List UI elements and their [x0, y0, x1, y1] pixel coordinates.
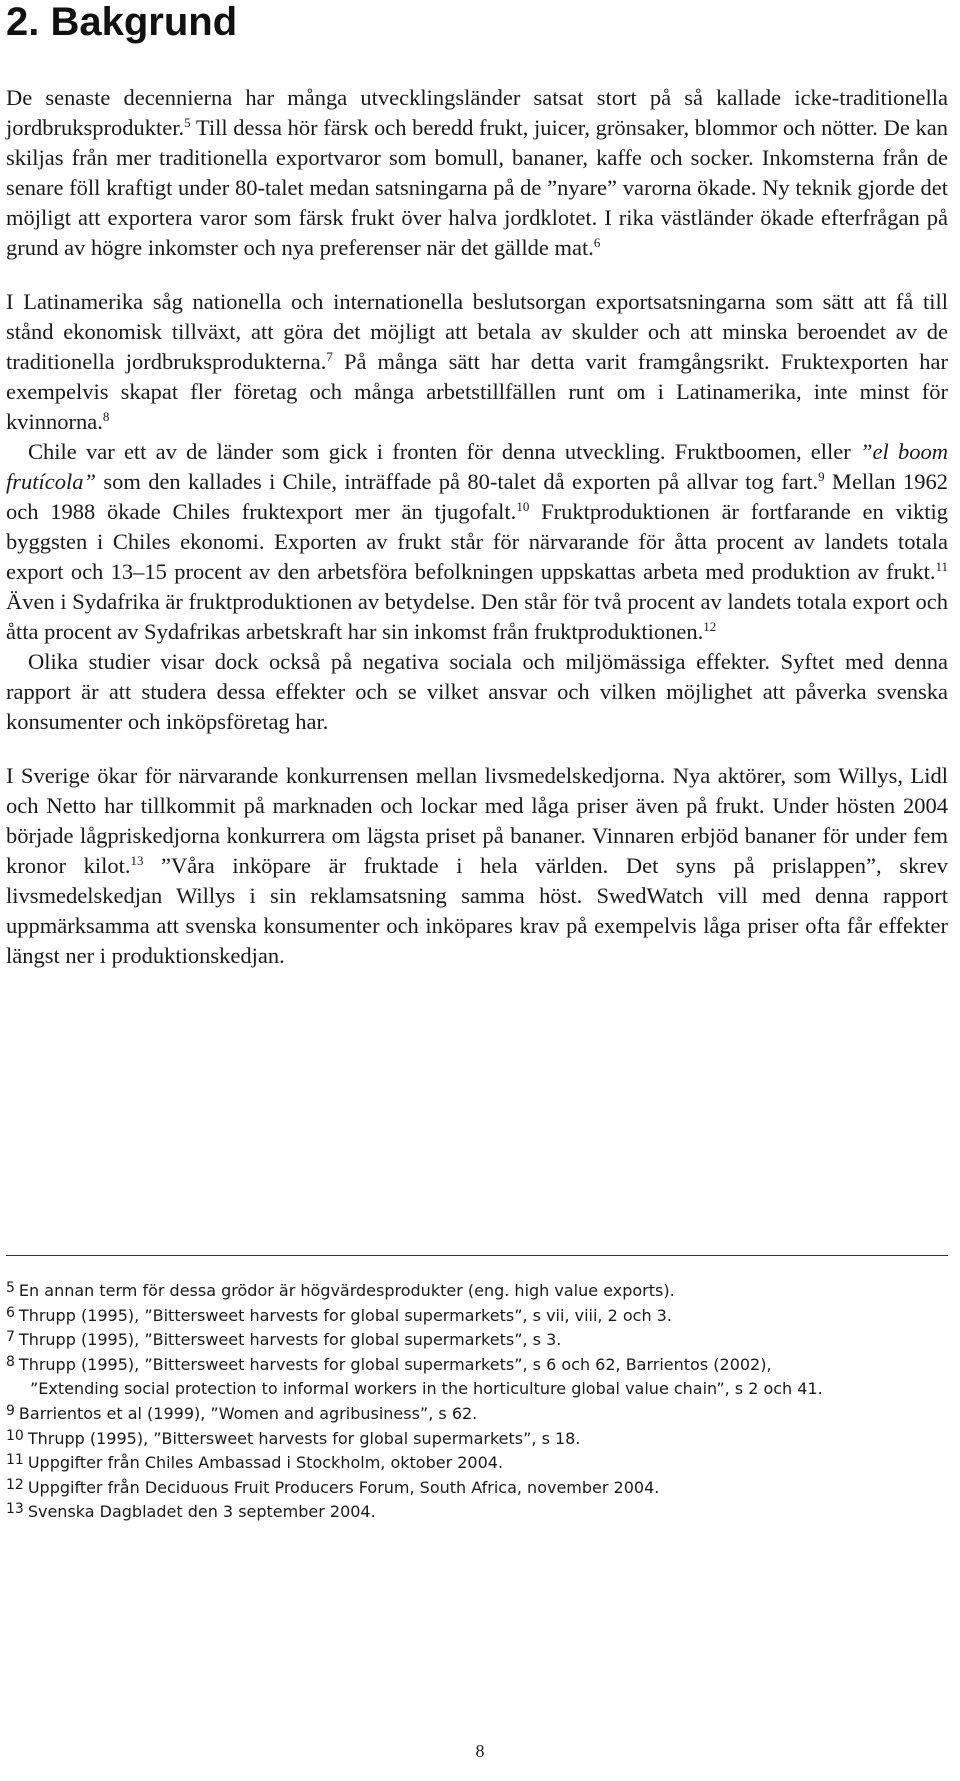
paragraph-text: som den kallades i Chile, inträffade på 80-talet då exporten på allvar tog fart. [96, 469, 819, 494]
footnote-text: Barrientos et al (1999), ”Women and agribusiness”, s 62. [18, 1403, 478, 1423]
footnote-number: 5 [6, 1280, 15, 1296]
body-text [6, 83, 948, 995]
footnote-ref[interactable]: 7 [326, 349, 333, 364]
paragraph-text: I Sverige ökar för närvarande konkurrensen mellan livsmedelskedjorna. Nya aktörer, som Willys, Lidl och Netto har tillkommit på marknaden och lockar med låga priser även på frukt. Under hösten 2004 började lågpriskedjorna konkurrera om lägsta priset på bananer. Vinnaren erbjöd bananer för under fem kronor kilot. [6, 763, 948, 878]
footnote-ref[interactable]: 11 [935, 559, 948, 574]
paragraph-sverige [6, 761, 948, 971]
paragraph-latinamerika [6, 287, 948, 437]
footnote-ref[interactable]: 8 [102, 409, 110, 424]
footnote-number: 6 [6, 1304, 15, 1321]
footnote-item [6, 1451, 956, 1476]
section-heading: 2. Bakgrund [6, 0, 238, 44]
footnote-text: Thrupp (1995), ”Bittersweet harvests for global supermarkets”, s 18. [27, 1428, 581, 1448]
footnote-ref[interactable]: 13 [130, 853, 144, 868]
footnote-text: Svenska Dagbladet den 3 september 2004. [27, 1502, 376, 1522]
paragraph-text: Till dessa hör färsk och beredd frukt, juicer, grönsaker, blommor och nötter. De kan skiljas från mer traditionella exportvaror som bomull, bananer, kaffe och socker. Inkomsterna från de senare föll kraftigt under 80-talet medan satsningarna på de ”nyare” varorna ökade. Ny teknik gjorde det möjligt att exportera varor som färsk frukt över halva jordklotet. I rika västländer ökade efterfrågan på grund av högre inkomster och nya preferenser när det gällde mat. [6, 115, 948, 260]
footnote-number: 8 [6, 1353, 15, 1370]
paragraph-text: I Latinamerika såg nationella och internationella beslutsorgan exportsatsningarna som sätt att få till stånd ekonomisk tillväxt, att göra det möjligt att betala av skulder och att minska beroendet av de traditionella jordbruksprodukterna. [6, 289, 948, 374]
paragraph-purpose: Olika studier visar dock också på negativa sociala och miljömässiga effekter. Syftet med denna rapport är att studera dessa effekter och se vilket ansvar och vilken möjlighet att påverka svenska konsumenter och inköpsföretag har. [6, 649, 948, 734]
footnote-text: Thrupp (1995), ”Bittersweet harvests for global supermarkets”, s 3. [18, 1330, 562, 1350]
footnote-item [6, 1328, 956, 1353]
footnote-text-continued: ”Extending social protection to informal workers in the horticulture global value chain”, s 2 och 41. [30, 1379, 823, 1399]
footnote-text: En annan term för dessa grödor är högvärdesprodukter (eng. high value exports). [18, 1281, 675, 1300]
footnote-text: Thrupp (1995), ”Bittersweet harvests for global supermarkets”, s 6 och 62, Barrientos (2002), [18, 1354, 772, 1374]
footnote-item [6, 1500, 956, 1525]
footnote-item [6, 1427, 956, 1452]
footnote-item [6, 1402, 956, 1427]
paragraph-text: På många sätt har detta varit framgångsrikt. Fruktexporten har exempelvis skapat fler företag och många arbetstillfällen runt om i Latinamerika, inte minst för kvinnorna. [6, 349, 948, 434]
footnote-item [6, 1476, 956, 1501]
footnote-list [6, 1279, 956, 1525]
footnote-item [6, 1279, 956, 1304]
footnote-text: Uppgifter från Deciduous Fruit Producers Forum, South Africa, november 2004. [27, 1477, 660, 1497]
paragraph-text: Fruktproduktionen är fortfarande en viktig byggsten i Chiles ekonomi. Exporten av frukt står för närvarande för åtta procent av landets totala export och 13–15 procent av den arbetsföra befolkningen uppskattas arbeta med produktion av frukt. [6, 499, 948, 584]
paragraph-text: Chile var ett av de länder som gick i fronten för denna utveckling. Fruktboomen, eller [28, 439, 861, 464]
footnote-number: 7 [6, 1329, 15, 1346]
paragraph-text: De senaste decennierna har många utvecklingsländer satsat stort på så kallade icke-traditionella jordbruksprodukter. [6, 85, 948, 140]
paragraph-text: Mellan 1962 och 1988 ökade Chiles fruktexport mer än tjugofalt. [6, 469, 949, 524]
paragraph-text: ”Våra inköpare är fruktade i hela världen. Det syns på prislappen”, skrev livsmedelskedjan Willys i sin reklamsatsning samma höst. SwedWatch vill med denna rapport uppmärksamma att svenska konsumenter och inköpares krav på exempelvis låga priser ofta får effekter längst ner i produktionskedjan. [6, 853, 948, 968]
footnote-item [6, 1304, 956, 1329]
footnote-text: Thrupp (1995), ”Bittersweet harvests for global supermarkets”, s vii, viii, 2 och 3. [18, 1305, 672, 1325]
footnote-number: 12 [6, 1476, 24, 1493]
footnote-ref[interactable]: 5 [184, 115, 191, 130]
footnote-number: 11 [6, 1452, 24, 1469]
footnote-number: 10 [6, 1427, 24, 1444]
footnote-ref[interactable]: 10 [516, 499, 530, 514]
footnote-text: Uppgifter från Chiles Ambassad i Stockholm, oktober 2004. [27, 1453, 504, 1473]
footnote-ref[interactable]: 6 [593, 235, 601, 250]
page-number: 8 [475, 1741, 485, 1761]
footnote-number: 13 [6, 1501, 24, 1518]
footnote-item [6, 1353, 956, 1402]
emphasis-text: ”el boom frutícola” [6, 439, 948, 494]
paragraph-chile [6, 437, 948, 647]
footnote-number: 9 [6, 1402, 15, 1419]
paragraph-text: Även i Sydafrika är fruktproduktionen av betydelse. Den står för två procent av landets totala export och åtta procent av Sydafrikas arbetskraft har sin inkomst från fruktproduktionen. [6, 589, 948, 644]
footnote-divider [6, 1255, 948, 1256]
footnote-ref[interactable]: 9 [818, 469, 825, 484]
paragraph-intro [6, 83, 948, 263]
footnote-ref[interactable]: 12 [703, 619, 717, 634]
